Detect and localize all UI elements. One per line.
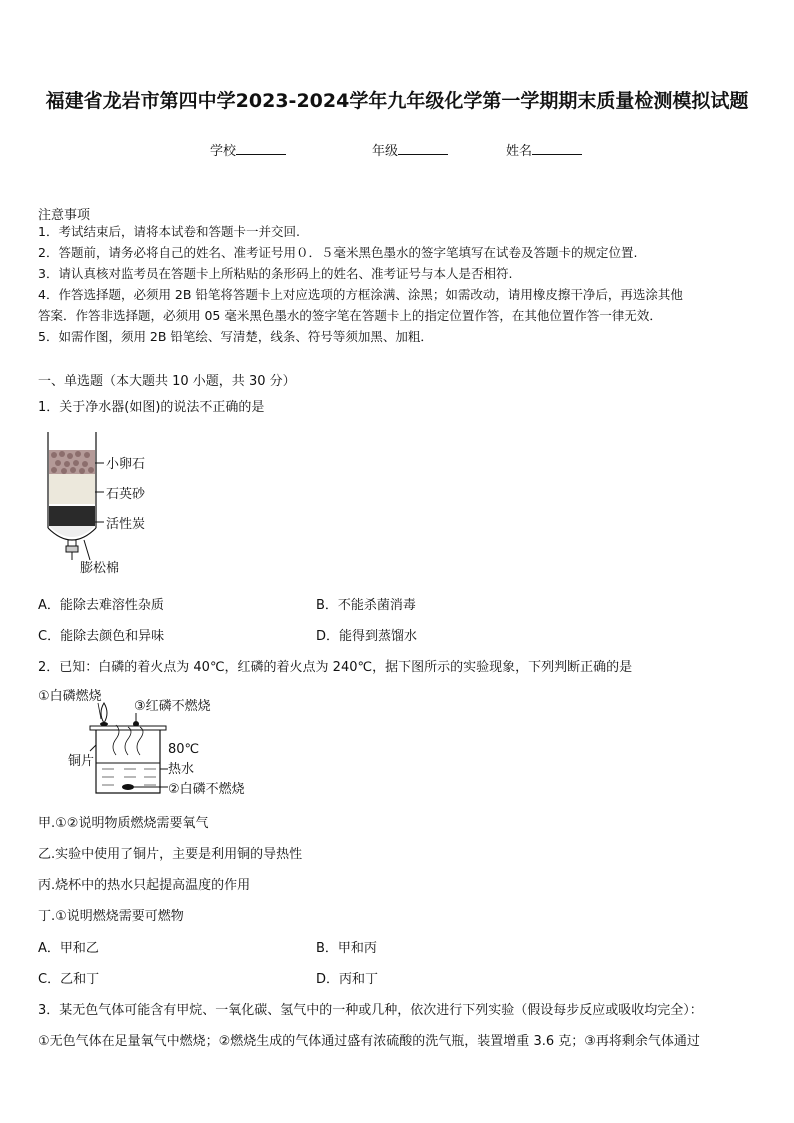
grade-field bbox=[372, 140, 448, 159]
section-title: 一、单选题（本大题共 10 小题，共 30 分） bbox=[38, 374, 296, 389]
combustion-figure bbox=[38, 683, 268, 801]
q3-stem: 3．某无色气体可能含有甲烷、一氧化碳、氢气中的一种或几种，依次进行下列实验（假设每步反应或吸收均完全）： bbox=[38, 1003, 703, 1018]
name-label: 姓名 bbox=[506, 144, 533, 159]
label-hot-water: 热水 bbox=[168, 762, 195, 777]
label-pebbles: 小卵石 bbox=[106, 457, 146, 472]
q2-option-b: B．甲和丙 bbox=[316, 941, 377, 956]
label-white-burn: ①白磷燃烧 bbox=[38, 689, 102, 704]
label-quartz-sand: 石英砂 bbox=[106, 487, 146, 502]
notice-item: 1．考试结束后，请将本试卷和答题卡一并交回. bbox=[38, 224, 300, 239]
q1-option-a: A．能除去难溶性杂质 bbox=[38, 598, 164, 613]
label-temperature: 80℃ bbox=[168, 742, 200, 757]
label-white-noburn: ②白磷不燃烧 bbox=[168, 782, 245, 797]
notice-item: 4．作答选择题，必须用 2B 铅笔将答题卡上对应选项的方框涂满、涂黑；如需改动，请用橡皮擦干净后，再选涂其他 bbox=[38, 287, 683, 302]
q2-option-c: C．乙和丁 bbox=[38, 972, 100, 987]
school-label: 学校 bbox=[210, 144, 237, 159]
label-red-noburn: ③红磷不燃烧 bbox=[134, 699, 211, 714]
school-blank bbox=[236, 141, 286, 155]
q1-option-c: C．能除去颜色和异味 bbox=[38, 629, 165, 644]
q1-option-b: B．不能杀菌消毒 bbox=[316, 598, 416, 613]
q2-option-d: D．丙和丁 bbox=[316, 972, 379, 987]
label-activated-carbon: 活性炭 bbox=[106, 517, 146, 532]
q3-line2: ①无色气体在足量氧气中燃烧；②燃烧生成的气体通过盛有浓硫酸的洗气瓶，装置增重 3.6 克；③再将剩余气体通过 bbox=[38, 1034, 700, 1049]
notice-item: 5．如需作图，须用 2B 铅笔绘、写清楚，线条、符号等须加黑、加粗． bbox=[38, 329, 433, 344]
notice-item: 3．请认真核对监考员在答题卡上所粘贴的条形码上的姓名、准考证号与本人是否相符. bbox=[38, 266, 513, 281]
q1-stem: 1．关于净水器(如图)的说法不正确的是 bbox=[38, 400, 265, 415]
name-field bbox=[506, 140, 582, 159]
q2-statement-bing: 丙.烧杯中的热水只起提高温度的作用 bbox=[38, 878, 251, 893]
q2-option-a: A．甲和乙 bbox=[38, 941, 99, 956]
grade-label: 年级 bbox=[372, 144, 399, 159]
notice-item: 答案．作答非选择题，必须用 05 毫米黑色墨水的签字笔在答题卡上的指定位置作答，在其他位置作答一律无效． bbox=[38, 308, 662, 323]
q2-statement-jia: 甲.①②说明物质燃烧需要氧气 bbox=[38, 816, 209, 831]
label-cotton: 膨松棉 bbox=[80, 561, 120, 576]
q2-statement-yi: 乙.实验中使用了铜片，主要是利用铜的导热性 bbox=[38, 847, 303, 862]
notice-item: 2．答题前，请务必将自己的姓名、准考证号用０．５毫米黑色墨水的签字笔填写在试卷及答题卡的规定位置. bbox=[38, 245, 638, 260]
q1-option-d: D．能得到蒸馏水 bbox=[316, 629, 418, 644]
school-field bbox=[210, 140, 286, 159]
notice-title: 注意事项 bbox=[38, 208, 91, 223]
label-copper: 铜片 bbox=[68, 754, 95, 769]
q2-statement-ding: 丁.①说明燃烧需要可燃物 bbox=[38, 909, 184, 924]
q2-stem: 2．已知：白磷的着火点为 40℃，红磷的着火点为 240℃，据下图所示的实验现象，下列判断正确的是 bbox=[38, 660, 633, 675]
name-blank bbox=[532, 141, 582, 155]
grade-blank bbox=[398, 141, 448, 155]
exam-title: 福建省龙岩市第四中学2023-2024学年九年级化学第一学期期末质量检测模拟试题 bbox=[45, 90, 749, 112]
water-purifier-figure bbox=[38, 428, 168, 578]
